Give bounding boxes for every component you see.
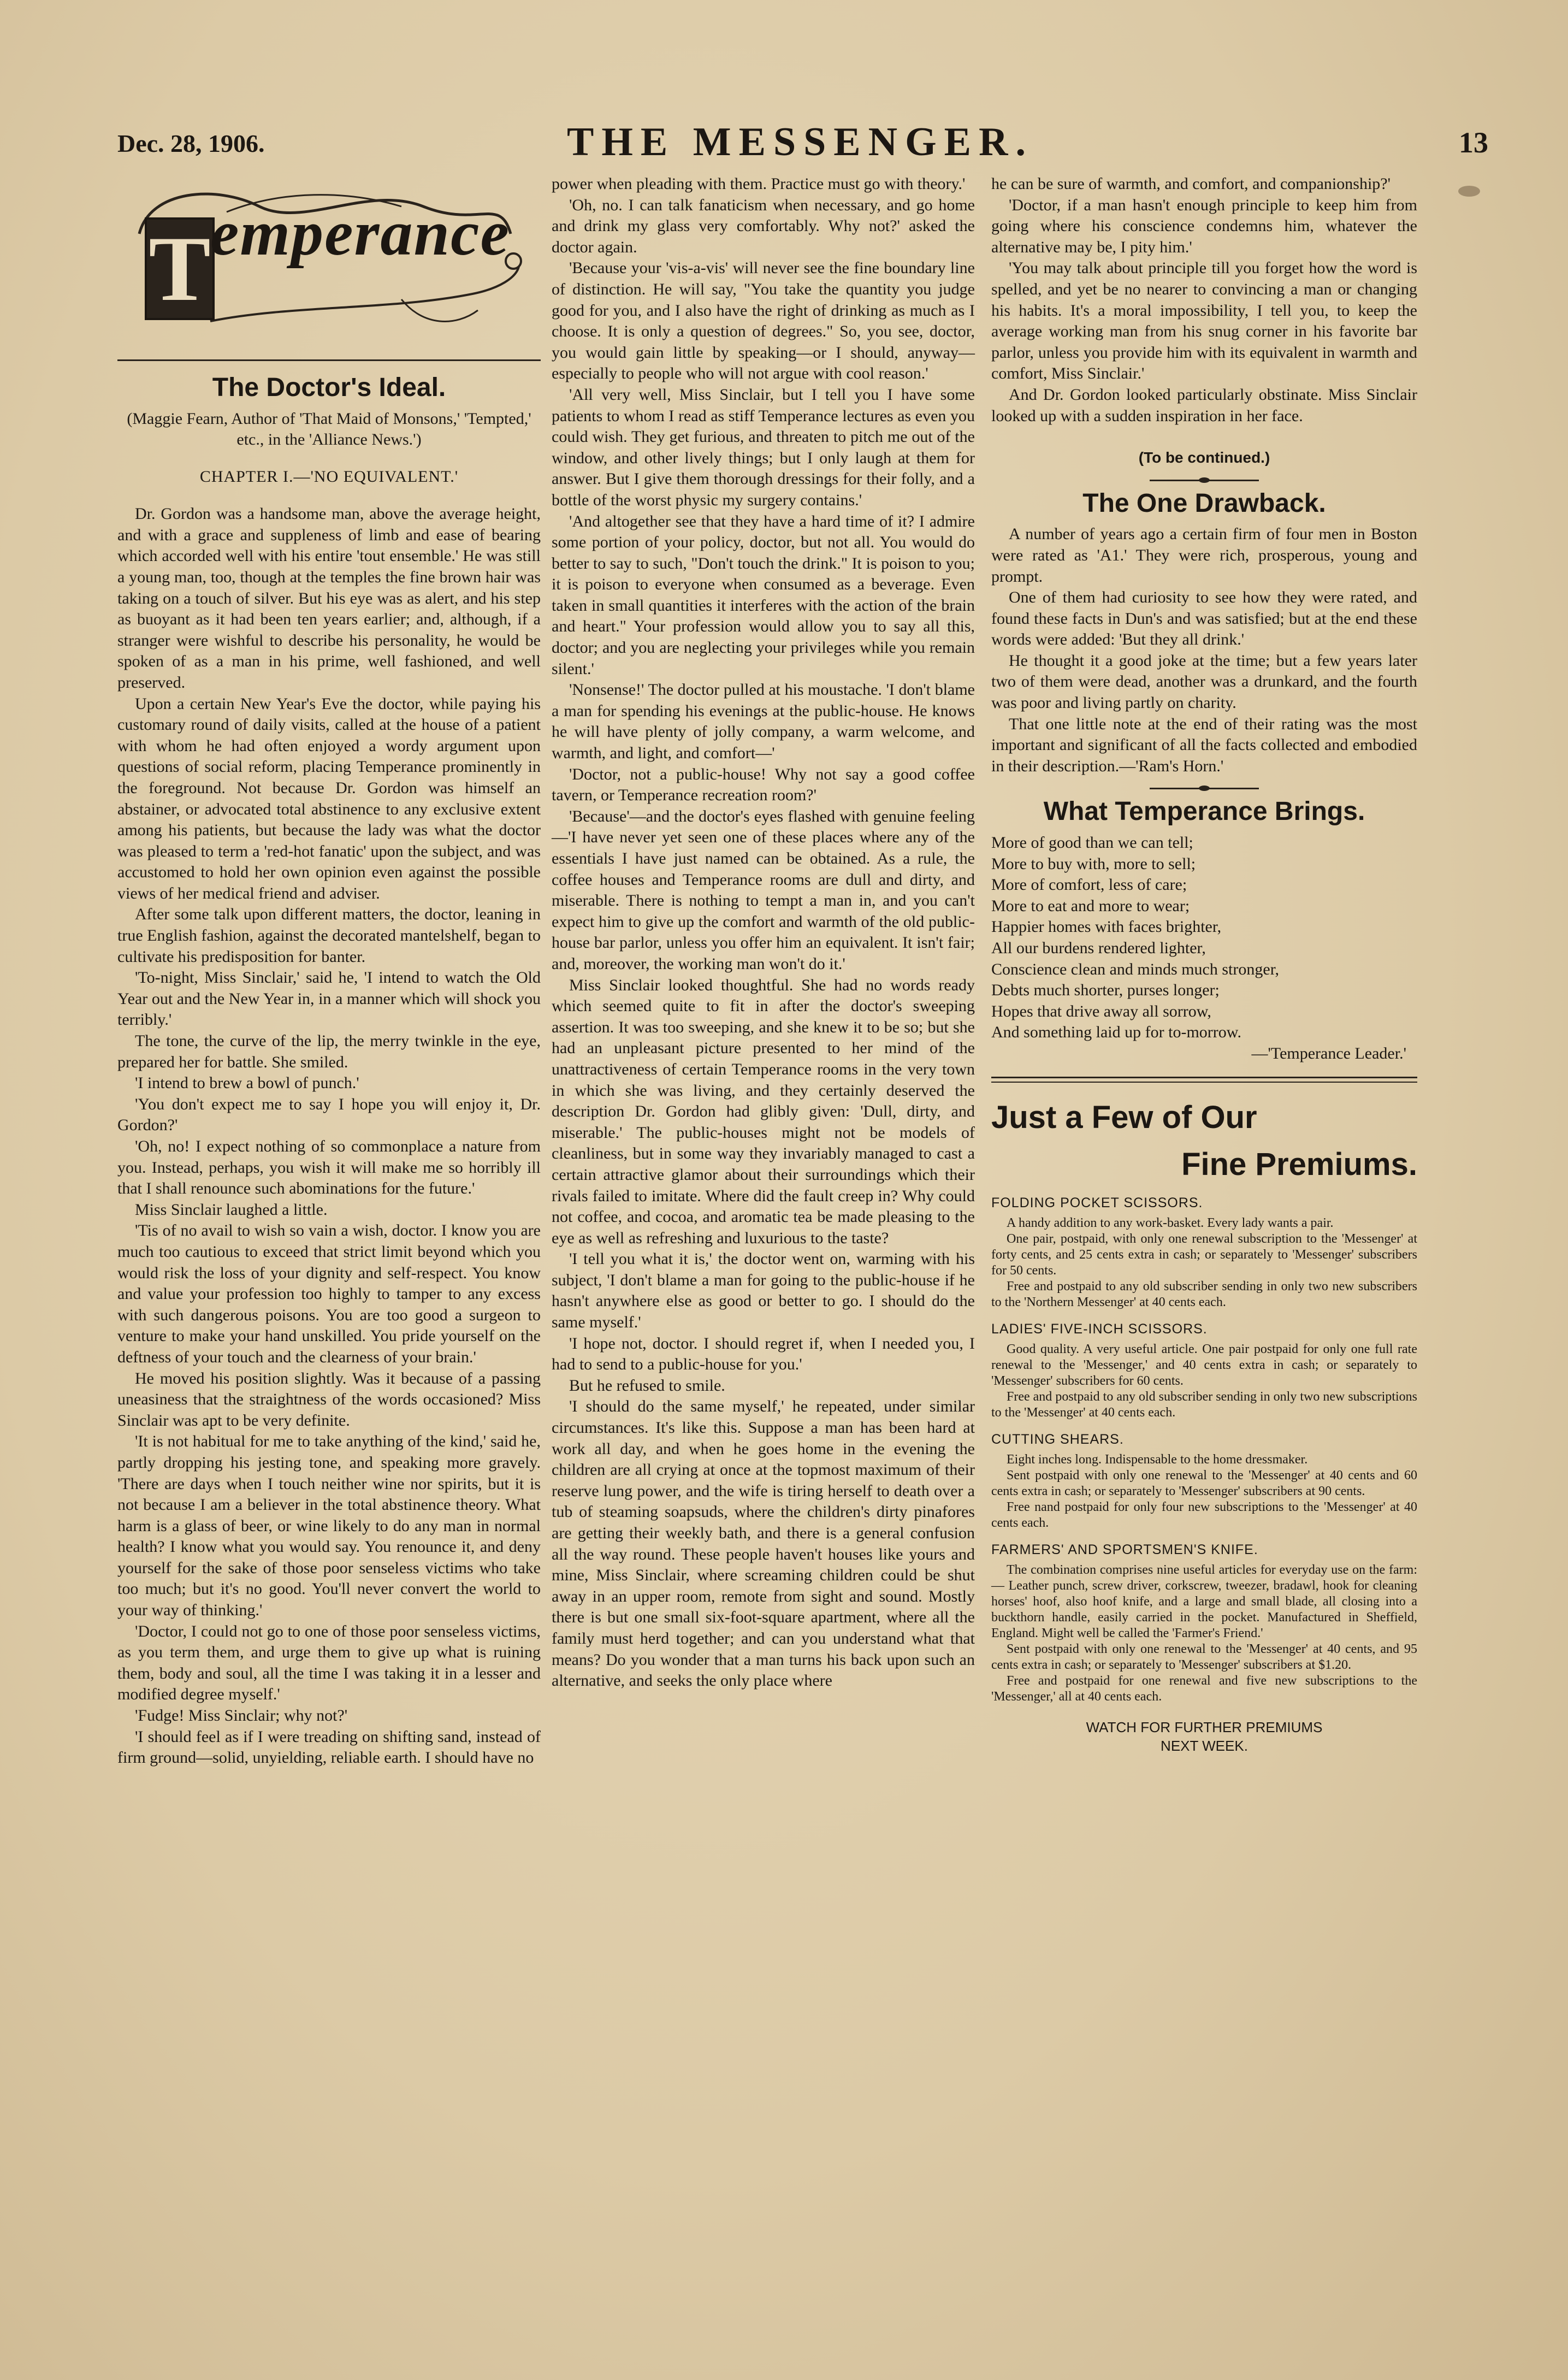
article-title: The One Drawback. <box>1082 488 1326 518</box>
poem-line: Conscience clean and minds much stronger, <box>991 960 1279 978</box>
divider <box>117 359 541 361</box>
paragraph: 'I intend to brew a bowl of punch.' <box>135 1074 359 1092</box>
page-number: 13 <box>1459 126 1488 159</box>
premium-text: Free and postpaid for one renewal and five new subscriptions to the 'Messenger,' all at 40 cents each. <box>991 1673 1417 1704</box>
poem-line: More to buy with, more to sell; <box>991 854 1196 873</box>
poem-title: What Temperance Brings. <box>1043 797 1365 826</box>
poem-line: All our burdens rendered lighter, <box>991 939 1206 957</box>
premium-text: Sent postpaid with only one renewal to the 'Messenger' at 40 cents, and 95 cents extra in cash; or separately to 'Messenger' subscribers at $1.20. <box>991 1641 1417 1672</box>
paragraph: 'I should do the same myself,' he repeated, under similar circumstances. It's like this. Suppose a man has been hard at work all day, and when he goes home in the evening the children are all crying at once at the topmost maximum of their reserve lung power, and the wife is tiring herself to death over a tub of steaming soapsuds, where the children's dirty pinafores are getting their weekly bath, and there is a general confusion all the way round. These people haven't houses like yours and mine, Miss Sinclair, where screaming children could be shut away in an upper room, remote from sight and sound. Mostly there is but one small six-foot-square apartment, where all the family must herd together; and can you understand what that means? Do you wonder that a man turns his back upon such an alternative, and seeks the only place where <box>552 1397 975 1690</box>
paragraph: After some talk upon different matters, the doctor, leaning in true English fashion, against the decorated mantelshelf, began to cultivate his predisposition for banter. <box>117 905 541 966</box>
chapter-heading: CHAPTER I.—'NO EQUIVALENT.' <box>199 467 459 486</box>
premiums-title-line-2: Fine Premiums. <box>1181 1146 1417 1182</box>
paragraph: 'Nonsense!' The doctor pulled at his moustache. 'I don't blame a man for spending his evenings at the public-house. He knows he will have plenty of jolly company, a warm welcome, and warmth, and light, and comfort—' <box>552 681 975 763</box>
paragraph: 'Oh, no! I expect nothing of so commonplace a nature from you. Instead, perhaps, you wish it will make me so horribly ill that I shall renounce such abominations for the future.' <box>117 1137 541 1198</box>
premiums-footer <box>991 1718 1417 1755</box>
ink-smudge <box>1458 186 1480 197</box>
paragraph: 'Doctor, I could not go to one of those poor senseless victims, as you term them, and urge them to give up what is ruining them, body and soul, all the time I was taking it in a lesser and modified degree myself.' <box>117 1622 541 1704</box>
premium-text: The combination comprises nine useful articles for everyday use on the farm: — Leather punch, screw driver, corkscrew, tweezer, bradawl, hook for cleaning horses' hoof, also hoof knife, and a large and small blade, all closing into a buckthorn handle, easily carried in the pocket. Manufactured in Sheffield, England. Might well be called the 'Farmer's Friend.' <box>991 1562 1417 1640</box>
to-be-continued: (To be continued.) <box>1138 449 1270 466</box>
logo-initial: T <box>145 217 215 320</box>
paragraph: he can be sure of warmth, and comfort, and companionship?' <box>991 175 1391 193</box>
premium-text: Good quality. A very useful article. One pair postpaid for only one full rate renewal to the 'Messenger,' and 40 cents extra in cash; or separately to 'Messenger' subscribers for 60 cents. <box>991 1342 1417 1388</box>
column-2 <box>552 174 975 1692</box>
column-3 <box>991 174 1417 1755</box>
article-byline: (Maggie Fearn, Author of 'That Maid of Monsons,' 'Tempted,' etc., in the 'Alliance News.') <box>127 409 531 448</box>
premiums-list <box>991 1195 1417 1755</box>
paragraph: 'Oh, no. I can talk fanaticism when necessary, and go home and drink my glass very comfortably. Why not?' asked the doctor again. <box>552 196 975 256</box>
paragraph: Upon a certain New Year's Eve the doctor, while paying his customary round of daily visits, called at the house of a patient with whom he had often enjoyed a wordy argument upon questions of social reform, placing Temperance prominently in the foreground. Not because Dr. Gordon was himself an abstainer, or advocated total abstinence to any exclusive extent among his patients, but because the lady was what the doctor was pleased to term a 'red-hot fanatic' upon the subject, and was accustomed to hold her own opinion even against the possible views of her medical friend and adviser. <box>117 694 541 902</box>
issue-date: Dec. 28, 1906. <box>117 129 265 157</box>
paragraph: 'Because'—and the doctor's eyes flashed with genuine feeling—'I have never yet seen one of these places where any of the essentials I have just named can be obtained. As a rule, the coffee houses and Temperance rooms are dull and dirty, and miserable. There is nothing to tempt a man in, and you can't expect him to give up the comfort and warmth of the old public-house bar parlor, unless you offer him an equivalent. It isn't fair; and, moreover, the working man won't do it.' <box>552 807 975 973</box>
logo-script: emperance <box>210 197 510 269</box>
poem-line: Hopes that drive away all sorrow, <box>991 1002 1211 1020</box>
masthead <box>112 119 1488 168</box>
premium-text: A handy addition to any work-basket. Every lady wants a pair. <box>1007 1215 1334 1230</box>
poem-line: More of good than we can tell; <box>991 834 1193 852</box>
premium-name: FOLDING POCKET SCISSORS. <box>991 1195 1203 1210</box>
paragraph: power when pleading with them. Practice must go with theory.' <box>552 175 966 193</box>
column-1 <box>117 174 541 1769</box>
paragraph: 'I hope not, doctor. I should regret if, when I needed you, I had to send to a public-house for you.' <box>552 1334 975 1374</box>
paragraph: 'To-night, Miss Sinclair,' said he, 'I intend to watch the Old Year out and the New Year in, in a manner which will shock you terribly.' <box>117 968 541 1029</box>
poem-line: Debts much shorter, purses longer; <box>991 981 1220 1000</box>
paragraph: 'Fudge! Miss Sinclair; why not?' <box>135 1706 348 1725</box>
paragraph: The tone, the curve of the lip, the merry twinkle in the eye, prepared her for battle. She smiled. <box>117 1032 541 1071</box>
paragraph: And Dr. Gordon looked particularly obstinate. Miss Sinclair looked up with a sudden inspiration in her face. <box>991 385 1417 425</box>
paragraph: Miss Sinclair laughed a little. <box>135 1200 328 1219</box>
poem-line: And something laid up for to-morrow. <box>991 1023 1241 1042</box>
premiums-title: Just a Few of Our <box>991 1099 1257 1135</box>
premium-text: Eight inches long. Indispensable to the home dressmaker. <box>1007 1452 1308 1467</box>
poem-attribution: —'Temperance Leader.' <box>1251 1044 1406 1062</box>
paragraph: One of them had curiosity to see how they were rated, and found these facts in Dun's and was satisfied; but at the end these words were added: 'But they all drink.' <box>991 588 1417 649</box>
paragraph: He thought it a good joke at the time; but a few years later two of them were dead, another was a drunkard, and the fourth was poor and living partly on charity. <box>991 651 1417 712</box>
paragraph: Miss Sinclair looked thoughtful. She had no words ready which seemed quite to fit in after the doctor's sweeping assertion. It was too sweeping, and she knew it to be so; but she had an unpleasant picture presented to her mind of the unattractiveness of certain Temperance rooms in the very town in which she was living, and they certainly deserved the description Dr. Gordon had glibly given: 'Dull, dirty, and miserable.' The public-houses might not be models of cleanliness, but in some way they invariably managed to cast a certain attractive glamor about their surroundings which their rivals failed to imitate. Where did the fault creep in? Why could not coffee, and cocoa, and aromatic tea be made pleasing to the eye as well as refreshing and luxurious to the taste? <box>552 976 975 1247</box>
paragraph: 'You may talk about principle till you forget how the word is spelled, and yet be no nearer to convincing a man or changing his habits. It's a moral impossibility, I tell you, to keep the average working man from his snug corner in his favorite bar parlor, unless you provide him with its equivalent in warmth and comfort, Miss Sinclair.' <box>991 259 1417 383</box>
paragraph: 'Doctor, not a public-house! Why not say a good coffee tavern, or Temperance recreation room?' <box>552 765 975 805</box>
poem <box>991 832 1417 1065</box>
newspaper-title: THE MESSENGER. <box>567 120 1033 164</box>
poem-line: More to eat and more to wear; <box>991 896 1190 915</box>
premiums-footer-line: WATCH FOR FURTHER PREMIUMS <box>1086 1718 1323 1735</box>
paragraph: 'I tell you what it is,' the doctor went on, warming with his subject, 'I don't blame a man for going to the public-house if he hasn't anywhere else as good or better to go. I should do the same myself.' <box>552 1250 975 1332</box>
paragraph: 'Because your 'vis-a-vis' will never see the fine boundary line of distinction. He will say, "You take the quantity you judge good for you, and I also have the right of drinking as much as I choose. It is only a question of degrees." So, you see, doctor, you would gain little by speaking—or I should, anyway—especially to people who will not argue with cool reason.' <box>552 259 975 383</box>
paragraph: That one little note at the end of their rating was the most important and significant of all the facts collected and embodied in their description.—'Ram's Horn.' <box>991 714 1417 775</box>
paragraph: 'And altogether see that they have a hard time of it? I admire some portion of your policy, doctor, but not all. You would do better to say to such, "Don't touch the drink." It is poison to you; it is poison to everyone when consumed as a beverage. Even taken in small quantities it interferes with the action of the brain and heart." Your profession would allow you to say all this, doctor; and you are neglecting your privileges while you remain silent.' <box>552 512 975 678</box>
paragraph: Dr. Gordon was a handsome man, above the average height, and with a grace and suppleness of limb and ease of bearing which accorded well with his entire 'tout ensemble.' He was still a young man, too, though at the temples the fine brown hair was taking on a touch of silver. But his eye was as alert, and his step as buoyant as it had been ten years earlier; and, although, if a stranger were wishful to describe his personality, he would be spoken of as a man in his prime, well fashioned, and well preserved. <box>117 505 541 692</box>
premium-text: Free and postpaid to any old subscriber sending in only two new subscribers to the 'Northern Messenger' at 40 cents each. <box>991 1279 1417 1309</box>
premium-name: FARMERS' AND SPORTSMEN'S KNIFE. <box>991 1542 1258 1557</box>
paragraph: A number of years ago a certain firm of four men in Boston were rated as 'A1.' They were rich, prosperous, young and prompt. <box>991 525 1417 586</box>
paragraph: He moved his position slightly. Was it because of a passing uneasiness that the straightness of the words occasioned? Miss Sinclair was apt to be very definite. <box>117 1369 541 1430</box>
premium-name: CUTTING SHEARS. <box>991 1431 1124 1447</box>
premiums-footer-line: NEXT WEEK. <box>1161 1737 1248 1754</box>
premium-text: Sent postpaid with only one renewal to the 'Messenger' at 40 cents and 60 cents extra in cash; or separately to 'Messenger' subscribers at 90 cents. <box>991 1468 1417 1498</box>
paragraph: 'All very well, Miss Sinclair, but I tell you I have some patients to whom I read as stiff Temperance lectures as even you could wish. They get furious, and threaten to pitch me out of the window, and other lively things; but I only laugh at them for answer. But I give them thorough dressings for their folly, and a bottle of the worst physic my surgery contains.' <box>552 385 975 509</box>
premium-text: Free nand postpaid for only four new subscriptions to the 'Messenger' at 40 cents each. <box>991 1499 1417 1530</box>
poem-line: More of comfort, less of care; <box>991 876 1187 894</box>
paragraph: 'I should feel as if I were treading on shifting sand, instead of firm ground—solid, unyielding, reliable earth. I should have no <box>117 1727 541 1767</box>
poem-line: Happier homes with faces brighter, <box>991 918 1222 936</box>
premium-name: LADIES' FIVE-INCH SCISSORS. <box>991 1321 1208 1337</box>
paragraph: 'You don't expect me to say I hope you will enjoy it, Dr. Gordon?' <box>117 1095 541 1135</box>
temperance-logo <box>117 174 541 354</box>
paragraph: 'Tis of no avail to wish so vain a wish, doctor. I know you are much too cautious to exceed that strict limit beyond which you would risk the loss of your dignity and self-respect. You know and value your profession too highly to tamper to any excess with such dangerous poisons. You are too good a surgeon to venture to make your hand unskilled. You pride yourself on the deftness of your touch and the clearness of your brain.' <box>117 1221 541 1366</box>
premium-text: One pair, postpaid, with only one renewal subscription to the 'Messenger' at forty cents, and 25 cents extra in cash; or separately to 'Messenger' subscribers for 50 cents. <box>991 1231 1417 1278</box>
divider <box>991 1077 1417 1083</box>
premium-text: Free and postpaid to any old subscriber sending in only two new subscriptions to the 'Messenger' at 40 cents each. <box>991 1389 1417 1420</box>
paragraph: 'Doctor, if a man hasn't enough principle to keep him from going where his conscience condemns him, whatever the alternative may be, I pity him.' <box>991 196 1417 256</box>
paragraph: 'It is not habitual for me to take anything of the kind,' said he, partly dropping his jesting tone, and speaking more gravely. 'There are days when I touch neither wine nor spirits, but it is not because I am a believer in the total abstinence theory. What harm is a glass of beer, or wine likely to do any man in normal health? I know what you would say. You renounce it, and deny yourself for the sake of those poor senseless victims who take too much; but it's no good. You'll never convert the world to your way of thinking.' <box>117 1432 541 1620</box>
article-title: The Doctor's Ideal. <box>212 373 446 402</box>
paragraph: But he refused to smile. <box>569 1376 725 1395</box>
divider-ornament <box>1150 480 1259 481</box>
divider-ornament <box>1150 788 1259 789</box>
